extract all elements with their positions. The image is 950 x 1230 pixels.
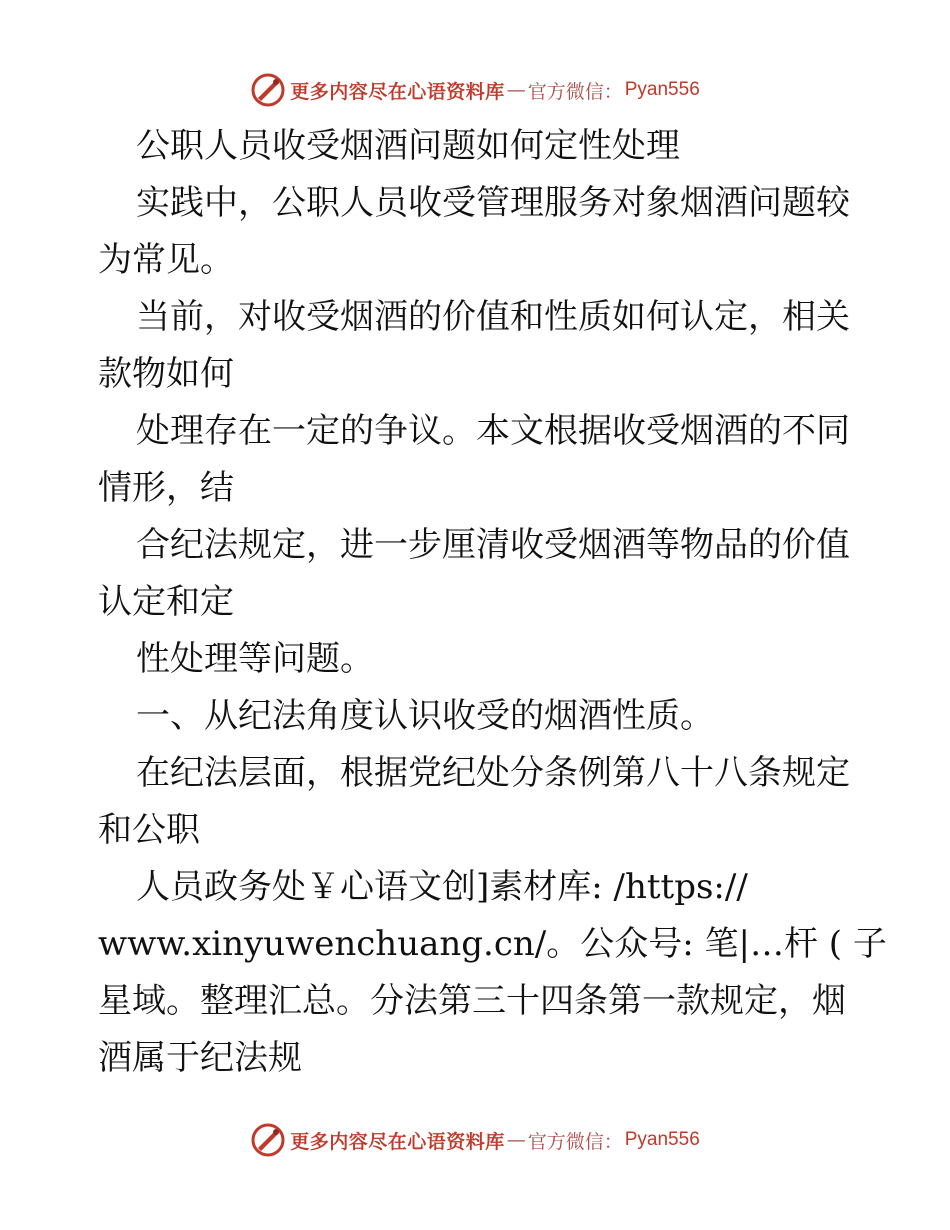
doc-line: 款物如何 xyxy=(98,354,234,394)
doc-line: 性处理等问题。 xyxy=(136,639,374,679)
doc-line: 为常见。 xyxy=(98,240,234,280)
doc-line-url: www.xinyuwenchuang.cn/。公众号: 笔|…杆 ( 子 xyxy=(98,924,887,964)
brand-logo-icon xyxy=(250,1122,286,1158)
doc-line: 在纪法层面，根据党纪处分条例第八十八条规定 xyxy=(136,753,850,793)
header-banner xyxy=(0,70,950,110)
document-body xyxy=(98,118,887,1087)
doc-line: 星域。整理汇总。分法第三十四条第一款规定，烟 xyxy=(98,981,846,1021)
banner-title: 更多内容尽在心语资料库 xyxy=(290,80,505,103)
banner-official-label: 官方微信： xyxy=(527,80,623,103)
banner-dash: — xyxy=(506,79,526,101)
doc-section-heading: 一、从纪法角度认识收受的烟酒性质。 xyxy=(136,696,714,736)
brand-logo-icon xyxy=(250,72,286,108)
banner-wechat-id: Pyan556 xyxy=(624,1129,700,1150)
doc-title: 公职人员收受烟酒问题如何定性处理 xyxy=(136,126,680,166)
doc-line: 酒属于纪法规 xyxy=(98,1038,302,1078)
banner-wechat-id: Pyan556 xyxy=(624,79,700,100)
doc-line: 人员政务处￥心语文创]素材库: /https:// xyxy=(136,867,748,907)
banner-official-label: 官方微信： xyxy=(527,1130,623,1153)
doc-line: 当前，对收受烟酒的价值和性质如何认定，相关 xyxy=(136,297,850,337)
banner-title: 更多内容尽在心语资料库 xyxy=(290,1130,505,1153)
footer-banner xyxy=(0,1120,950,1160)
doc-line: 和公职 xyxy=(98,810,200,850)
doc-line: 处理存在一定的争议。本文根据收受烟酒的不同 xyxy=(136,411,850,451)
doc-line: 实践中，公职人员收受管理服务对象烟酒问题较 xyxy=(136,183,850,223)
banner-dash: — xyxy=(506,1129,526,1151)
doc-line: 合纪法规定，进一步厘清收受烟酒等物品的价值 xyxy=(136,525,850,565)
doc-line: 情形，结 xyxy=(98,468,234,508)
doc-line: 认定和定 xyxy=(98,582,234,622)
